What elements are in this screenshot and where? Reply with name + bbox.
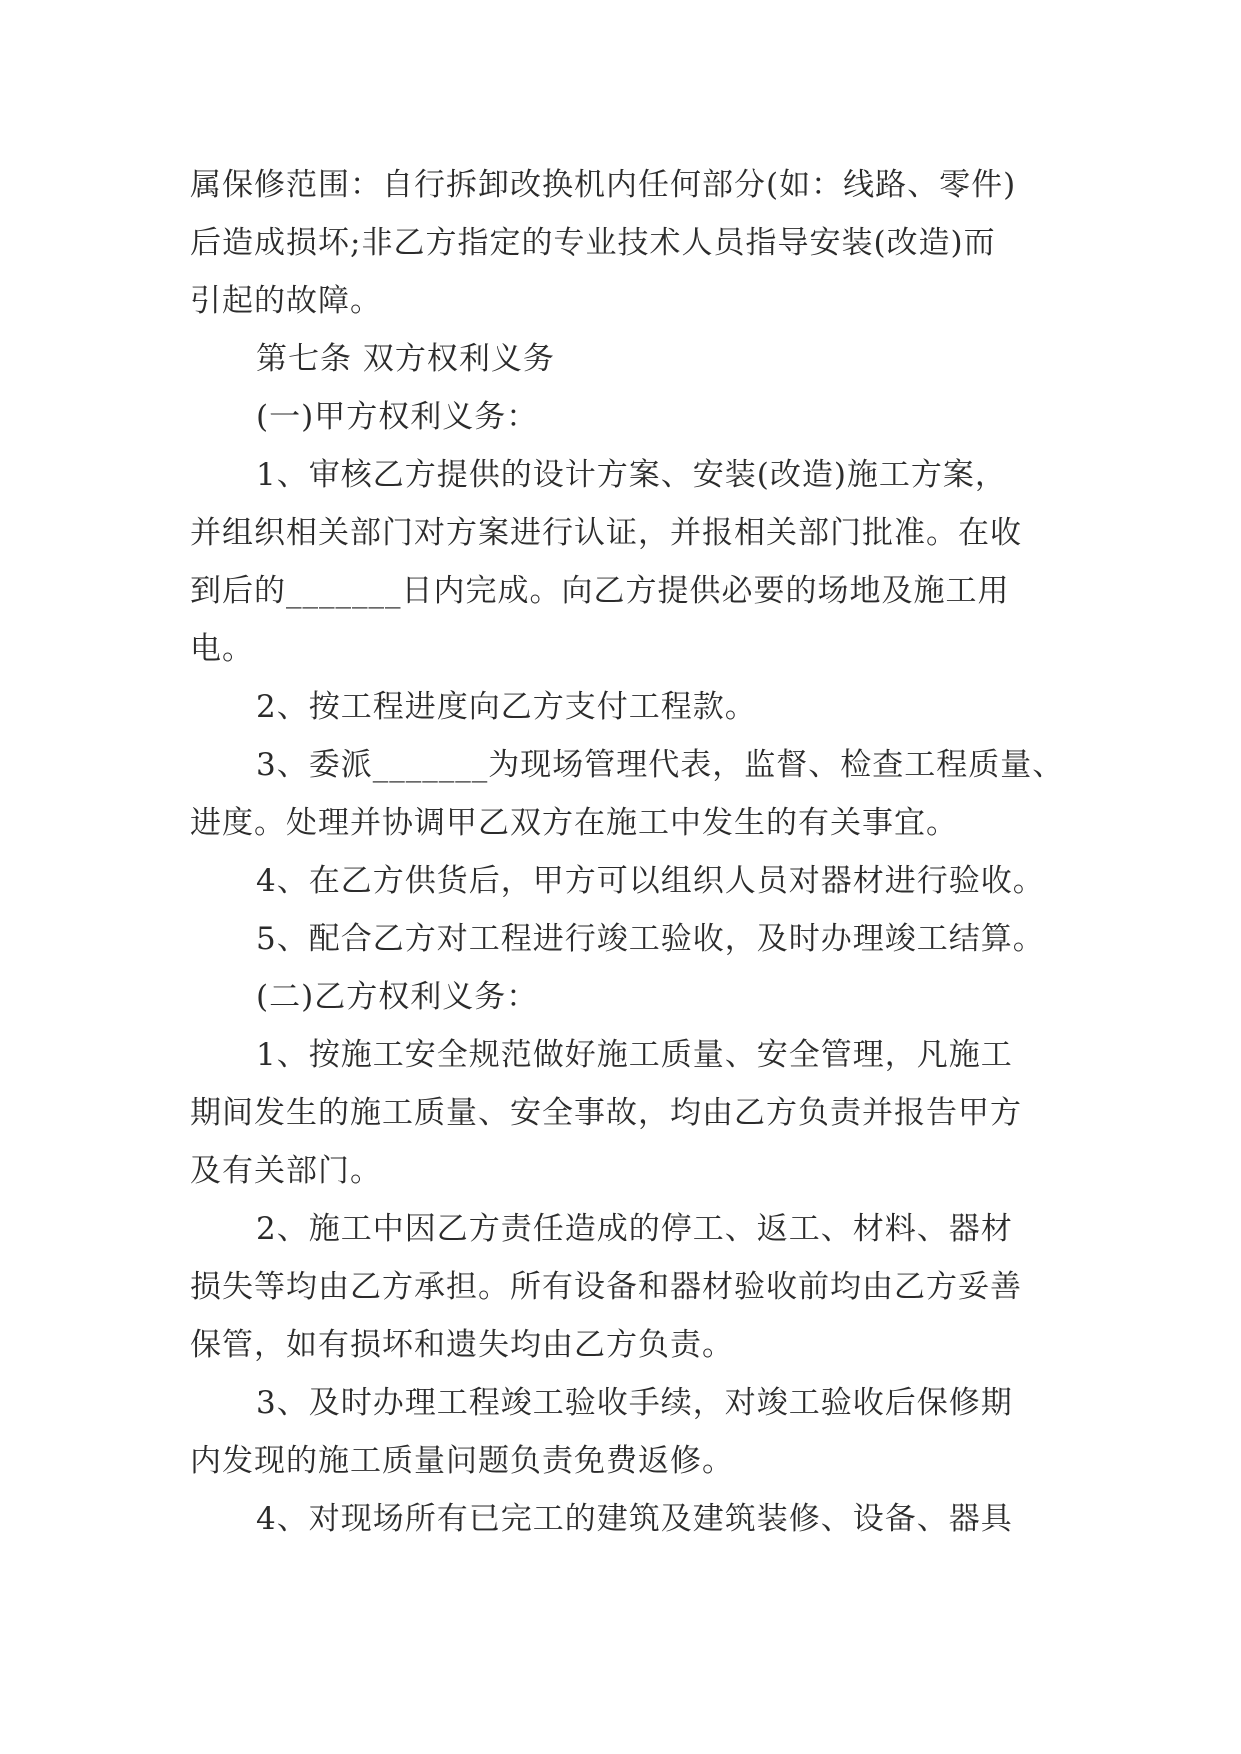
text-line: 到后的_______日内完成。向乙方提供必要的场地及施工用	[190, 573, 1010, 609]
article-heading: 第七条 双方权利义务	[256, 341, 555, 377]
text-line: 并组织相关部门对方案进行认证，并报相关部门批准。在收	[190, 515, 1022, 551]
text-line: 2、施工中因乙方责任造成的停工、返工、材料、器材	[256, 1211, 1013, 1247]
text-line: 3、委派_______为现场管理代表，监督、检查工程质量、	[256, 747, 1065, 783]
text-line: 保管，如有损坏和遗失均由乙方负责。	[190, 1327, 734, 1363]
text-line: 及有关部门。	[190, 1153, 382, 1189]
text-line: 3、及时办理工程竣工验收手续，对竣工验收后保修期	[256, 1385, 1013, 1421]
text-line: 5、配合乙方对工程进行竣工验收，及时办理竣工结算。	[256, 921, 1045, 957]
document-body	[190, 156, 1070, 1548]
text-line: 1、审核乙方提供的设计方案、安装(改造)施工方案，	[256, 457, 1007, 493]
text-line: 期间发生的施工质量、安全事故，均由乙方负责并报告甲方	[190, 1095, 1022, 1131]
text-line: 引起的故障。	[190, 283, 382, 319]
section-heading: (一)甲方权利义务：	[256, 399, 539, 435]
text-line: 损失等均由乙方承担。所有设备和器材验收前均由乙方妥善	[190, 1269, 1022, 1305]
text-line: 进度。处理并协调甲乙双方在施工中发生的有关事宜。	[190, 805, 958, 841]
text-line: 内发现的施工质量问题负责免费返修。	[190, 1443, 734, 1479]
text-line: 属保修范围：自行拆卸改换机内任何部分(如：线路、零件)	[190, 167, 1017, 203]
text-line: 后造成损坏;非乙方指定的专业技术人员指导安装(改造)而	[190, 225, 996, 261]
section-heading: (二)乙方权利义务：	[256, 979, 539, 1015]
text-line: 2、按工程进度向乙方支付工程款。	[256, 689, 757, 725]
text-line: 1、按施工安全规范做好施工质量、安全管理，凡施工	[256, 1037, 1013, 1073]
text-line: 4、对现场所有已完工的建筑及建筑装修、设备、器具	[256, 1501, 1013, 1537]
text-line: 4、在乙方供货后，甲方可以组织人员对器材进行验收。	[256, 863, 1045, 899]
text-line: 电。	[190, 631, 254, 667]
